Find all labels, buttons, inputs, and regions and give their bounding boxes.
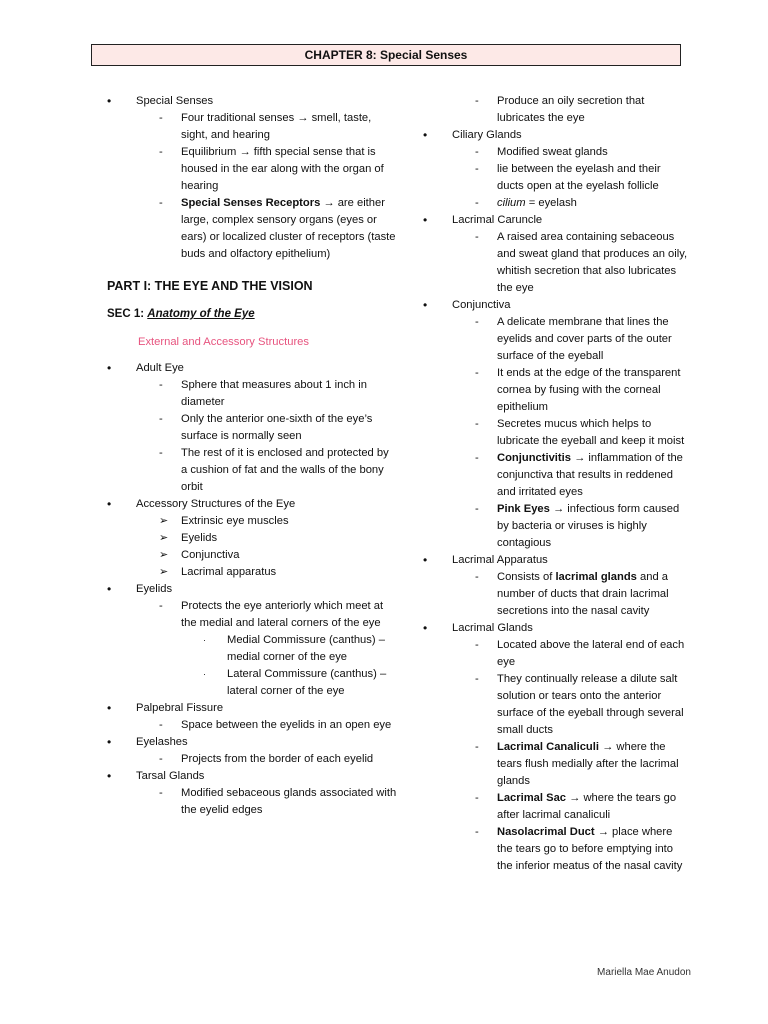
- bullet-item: [107, 496, 397, 513]
- bullet-marker: -: [475, 316, 479, 328]
- bullet-marker: -: [159, 600, 163, 612]
- bullet-item: [107, 734, 397, 751]
- sub-item: [423, 637, 688, 671]
- sub-item: [107, 751, 397, 768]
- item-text: Only the anterior one-sixth of the eye’s surface is normally seen: [181, 413, 373, 442]
- sub-item: [107, 598, 397, 632]
- item-text: Medial Commissure (canthus) – medial corner of the eye: [227, 634, 385, 663]
- sub-item: [107, 110, 397, 144]
- sub-sub-item: [107, 666, 397, 700]
- bullet-item: [423, 127, 688, 144]
- item-text: → where the tears flush medially after the lacrimal glands: [497, 741, 679, 787]
- bullet-marker: -: [159, 753, 163, 765]
- sub-item: [107, 377, 397, 411]
- bullet-marker: -: [159, 787, 163, 799]
- bullet-marker: -: [159, 447, 163, 459]
- sub-item: [107, 513, 397, 530]
- right-column: [423, 93, 688, 875]
- bold-term: lacrimal glands: [555, 571, 637, 583]
- item-text: Modified sweat glands: [497, 146, 608, 158]
- sub-item: [423, 739, 688, 790]
- sub-item: [423, 569, 688, 620]
- item-text: Conjunctiva: [181, 549, 240, 561]
- item-text: → are either large, complex sensory organs (eyes or ears) or localized cluster of receptors (taste buds and olfactory epithelium): [181, 197, 396, 260]
- sub-item: [423, 314, 688, 365]
- item-text: = eyelash: [525, 197, 577, 209]
- item-text: The rest of it is enclosed and protected by a cushion of fat and the walls of the bony orbit: [181, 447, 389, 493]
- bullet-marker: •: [107, 735, 112, 749]
- bold-term: Pink Eyes: [497, 503, 550, 515]
- sub-item: [107, 411, 397, 445]
- item-text: Adult Eye: [136, 362, 184, 374]
- bullet-marker: •: [107, 769, 112, 783]
- item-text: Special Senses: [136, 95, 214, 107]
- bullet-marker: -: [159, 413, 163, 425]
- item-text: It ends at the edge of the transparent cornea by fusing with the corneal epithelium: [497, 367, 681, 413]
- bullet-marker: -: [475, 418, 479, 430]
- item-text: Space between the eyelids in an open eye: [181, 719, 392, 731]
- sub-sub-item: [107, 632, 397, 666]
- item-text: They continually release a dilute salt solution or tears onto the anterior surface of the eyeball through several small ducts: [497, 673, 684, 736]
- bullet-marker: -: [475, 503, 479, 515]
- item-text: → infectious form caused by bacteria or viruses is highly contagious: [497, 503, 680, 549]
- sub-item: [423, 450, 688, 501]
- bullet-marker: •: [107, 582, 112, 596]
- bold-term: Special Senses Receptors: [181, 197, 321, 209]
- bullet-marker: -: [475, 452, 479, 464]
- sub-item: [423, 824, 688, 875]
- bullet-marker: •: [423, 553, 428, 567]
- left-column: [107, 93, 397, 819]
- item-text: Accessory Structures of the Eye: [136, 498, 296, 510]
- bullet-item: [107, 93, 397, 110]
- bullet-item: [423, 297, 688, 314]
- bullet-item: [107, 360, 397, 377]
- item-text: Lacrimal apparatus: [181, 566, 277, 578]
- item-text: Palpebral Fissure: [136, 702, 224, 714]
- sub-item: [423, 365, 688, 416]
- footer-author: Mariella Mae Anudon: [597, 967, 691, 978]
- sub-item: [107, 547, 397, 564]
- item-text: lie between the eyelash and their ducts open at the eyelash follicle: [497, 163, 661, 192]
- bullet-marker: •: [107, 701, 112, 715]
- sub-item: [107, 717, 397, 734]
- bullet-marker: -: [475, 95, 479, 107]
- item-text: Extrinsic eye muscles: [181, 515, 289, 527]
- sub-item: [423, 93, 688, 127]
- bullet-marker: -: [475, 792, 479, 804]
- bold-term: Conjunctivitis: [497, 452, 571, 464]
- bullet-marker: ·: [203, 669, 206, 679]
- bullet-item: [423, 212, 688, 229]
- section-title: Anatomy of the Eye: [147, 308, 255, 320]
- sub-item: [107, 445, 397, 496]
- bullet-item: [423, 552, 688, 569]
- section-prefix: SEC 1:: [107, 308, 148, 320]
- bullet-marker: •: [107, 94, 112, 108]
- item-text: Eyelids: [136, 583, 173, 595]
- sub-item: [107, 785, 397, 819]
- bullet-marker: ➢: [159, 566, 169, 578]
- item-text: Modified sebaceous glands associated with the eyelid edges: [181, 787, 397, 816]
- item-text: Tarsal Glands: [136, 770, 205, 782]
- bullet-marker: ➢: [159, 532, 169, 544]
- bullet-item: [107, 768, 397, 785]
- bullet-marker: •: [423, 621, 428, 635]
- chapter-title: CHAPTER 8: Special Senses: [91, 44, 681, 66]
- bullet-marker: -: [475, 826, 479, 838]
- item-text: Conjunctiva: [452, 299, 511, 311]
- sub-item: [107, 564, 397, 581]
- italic-term: cilium: [497, 197, 526, 209]
- item-text: Secretes mucus which helps to lubricate the eyeball and keep it moist: [497, 418, 685, 447]
- item-text: Consists of: [497, 571, 556, 583]
- sub-item: [423, 416, 688, 450]
- item-text: Protects the eye anteriorly which meet at the medial and lateral corners of the eye: [181, 600, 384, 629]
- bullet-item: [423, 620, 688, 637]
- part-heading: PART I: THE EYE AND THE VISION: [107, 279, 313, 293]
- bullet-marker: -: [475, 231, 479, 243]
- bullet-marker: •: [423, 213, 428, 227]
- bullet-marker: •: [423, 128, 428, 142]
- bullet-marker: -: [475, 639, 479, 651]
- item-text: → where the tears go after lacrimal canaliculi: [497, 792, 677, 821]
- sub-item: [423, 229, 688, 297]
- item-text: Four traditional senses → smell, taste, sight, and hearing: [181, 112, 372, 141]
- bullet-marker: -: [475, 741, 479, 753]
- sub-item: [107, 530, 397, 547]
- bullet-marker: -: [475, 163, 479, 175]
- bullet-marker: ➢: [159, 515, 169, 527]
- bold-term: Lacrimal Canaliculi: [497, 741, 599, 753]
- bold-term: Nasolacrimal Duct: [497, 826, 595, 838]
- bullet-marker: •: [423, 298, 428, 312]
- sub-item: [423, 195, 688, 212]
- bullet-marker: •: [107, 497, 112, 511]
- item-text: Lacrimal Apparatus: [452, 554, 548, 566]
- bullet-item: [107, 581, 397, 598]
- item-text: Sphere that measures about 1 inch in diameter: [181, 379, 367, 408]
- bullet-marker: -: [475, 673, 479, 685]
- item-text: Lacrimal Caruncle: [452, 214, 543, 226]
- item-text: A raised area containing sebaceous and sweat gland that produces an oily, whitish secretion that also lubricates the eye: [497, 231, 688, 294]
- sub-item: [423, 501, 688, 552]
- item-text: Ciliary Glands: [452, 129, 522, 141]
- item-text: → inflammation of the conjunctiva that results in reddened and irritated eyes: [497, 452, 683, 498]
- bullet-marker: -: [159, 146, 163, 158]
- item-text: → place where the tears go to before emptying into the inferior meatus of the nasal cavity: [497, 826, 683, 872]
- bullet-marker: -: [159, 112, 163, 124]
- bullet-marker: ·: [203, 635, 206, 645]
- sub-item: [107, 144, 397, 195]
- item-text: Eyelashes: [136, 736, 188, 748]
- item-text: Equilibrium → fifth special sense that is housed in the ear along with the organ of hearing: [181, 146, 384, 192]
- item-text: A delicate membrane that lines the eyelids and cover parts of the outer surface of the eyeball: [497, 316, 672, 362]
- bullet-marker: ➢: [159, 549, 169, 561]
- bullet-marker: •: [107, 361, 112, 375]
- bold-term: Lacrimal Sac: [497, 792, 567, 804]
- item-text: Eyelids: [181, 532, 218, 544]
- item-text: Produce an oily secretion that lubricates the eye: [497, 95, 645, 124]
- bullet-marker: -: [159, 379, 163, 391]
- item-text: and a number of ducts that drain lacrimal secretions into the nasal cavity: [497, 571, 669, 617]
- bullet-marker: -: [475, 367, 479, 379]
- sub-item: [107, 195, 397, 263]
- item-text: Located above the lateral end of each eye: [497, 639, 685, 668]
- item-text: Lacrimal Glands: [452, 622, 533, 634]
- bullet-marker: -: [475, 197, 479, 209]
- bullet-marker: -: [159, 197, 163, 209]
- bullet-marker: -: [475, 146, 479, 158]
- sub-item: [423, 790, 688, 824]
- bullet-item: [107, 700, 397, 717]
- section-heading: [107, 306, 397, 323]
- sub-item: [423, 161, 688, 195]
- item-text: Projects from the border of each eyelid: [181, 753, 374, 765]
- subsection-heading: External and Accessory Structures: [138, 336, 309, 348]
- sub-item: [423, 144, 688, 161]
- bullet-marker: -: [159, 719, 163, 731]
- item-text: Lateral Commissure (canthus) – lateral corner of the eye: [227, 668, 387, 697]
- sub-item: [423, 671, 688, 739]
- bullet-marker: -: [475, 571, 479, 583]
